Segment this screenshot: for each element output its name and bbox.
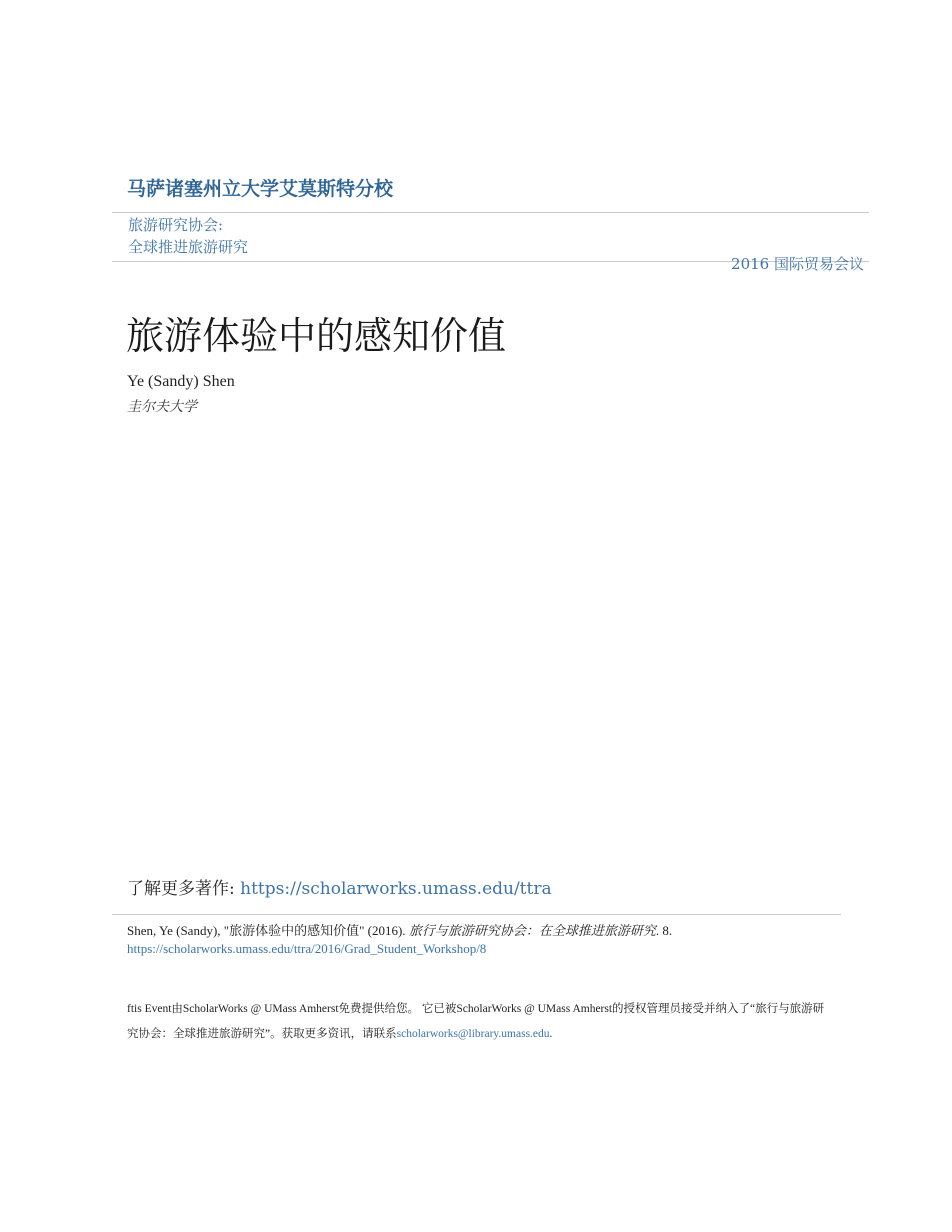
citation-rule bbox=[112, 914, 841, 915]
more-works-link[interactable]: https://scholarworks.umass.edu/ttra bbox=[240, 879, 552, 899]
more-works-label: 了解更多著作: bbox=[127, 879, 241, 899]
conference-link[interactable]: 2016 国际贸易会议 bbox=[731, 255, 864, 273]
more-works bbox=[127, 874, 552, 899]
author-affiliation: 圭尔夫大学 bbox=[127, 399, 197, 415]
footer-end: . bbox=[549, 1028, 553, 1040]
paper-title: 旅游体验中的感知价值 bbox=[126, 314, 507, 358]
university-name: 马萨诸塞州立大学艾莫斯特分校 bbox=[127, 178, 394, 200]
citation-journal: 旅行与旅游研究协会：在全球推进旅游研究 bbox=[408, 923, 656, 938]
series-title-line1[interactable]: 旅游研究协会: bbox=[128, 216, 224, 234]
author-name: Ye (Sandy) Shen bbox=[127, 373, 235, 390]
citation-line1 bbox=[127, 922, 672, 940]
citation-url[interactable]: https://scholarworks.umass.edu/ttra/2016/Grad_Student_Workshop/8 bbox=[127, 941, 487, 956]
footer-email-link[interactable]: scholarworks@library.umass.edu bbox=[396, 1028, 550, 1040]
series-title-line2[interactable]: 全球推进旅游研究 bbox=[128, 238, 249, 256]
header-top-rule bbox=[112, 212, 869, 213]
citation-prefix: Shen, Ye (Sandy), "旅游体验中的感知价值" (2016). bbox=[127, 923, 409, 938]
footer-text: ftis Event由ScholarWorks @ UMass Amherst免费提供给您。 它已被ScholarWorks @ UMass Amherst的授权管理员接受并纳入了“旅行与旅游研究协会：全球推进旅游研究”。获取更多资讯，请联系 bbox=[127, 1003, 825, 1040]
series-title[interactable] bbox=[128, 214, 248, 258]
citation-suffix: . 8. bbox=[655, 923, 673, 938]
footer-notice bbox=[127, 997, 827, 1047]
citation bbox=[127, 922, 672, 958]
